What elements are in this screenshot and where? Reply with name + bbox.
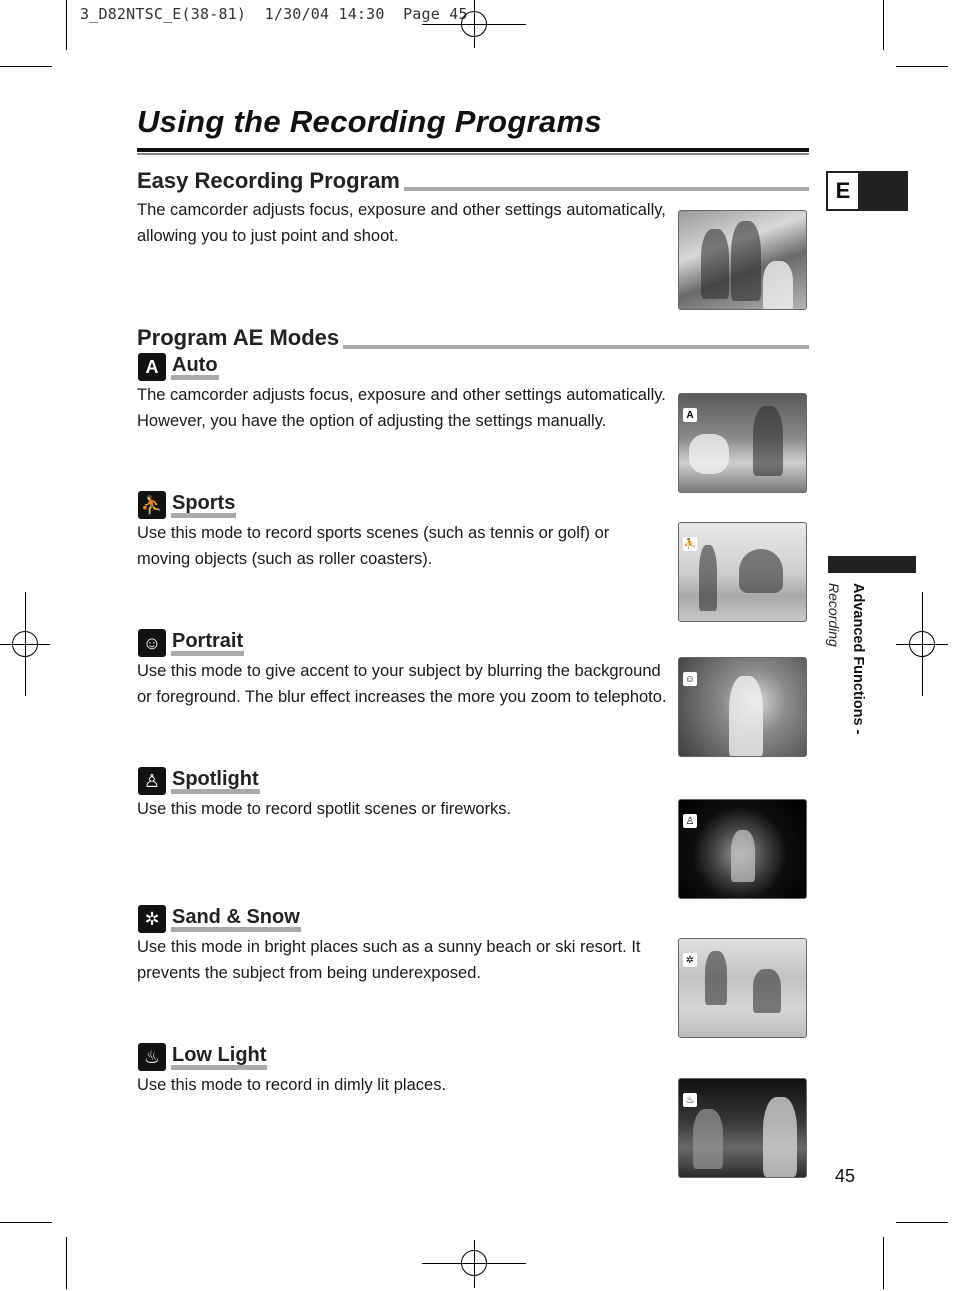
portrait-photo [678,657,807,757]
title-rule [137,148,809,152]
page-number: 45 [835,1166,856,1186]
portrait-icon: ☺ [138,629,166,657]
spotlight-icon: ♙ [138,767,166,795]
easy-recording-text: The camcorder adjusts focus, exposure and other settings automatically, allowing you to just point and shoot. [137,201,666,245]
mode-sports-heading [138,490,236,520]
sand-snow-photo [678,938,807,1038]
sand-snow-icon: ✲ [683,953,697,967]
mode-portrait-text: Use this mode to give accent to your subject by blurring the background or foreground. The blur effect increases the more you zoom to telephoto. [137,662,667,706]
mode-title: Sports [171,493,236,518]
mode-low-light-heading [138,1042,267,1072]
mode-title: Spotlight [171,769,260,794]
mode-auto-heading [138,352,219,382]
mode-title: Sand & Snow [171,907,301,932]
program-ae-heading: Program AE Modes [137,325,343,351]
mode-low-light-text: Use this mode to record in dimly lit places. [137,1076,447,1094]
mode-spotlight-heading [138,766,260,796]
mode-auto-text: The camcorder adjusts focus, exposure and other settings automatically. However, you have the option of adjusting the settings manually. [137,386,666,430]
auto-icon: A [138,353,166,381]
spotlight-icon: ♙ [683,814,697,828]
easy-recording-photo [678,210,807,310]
easy-recording-heading: Easy Recording Program [137,168,404,194]
page-title: Using the Recording Programs [137,104,602,139]
portrait-icon: ☺ [684,673,696,685]
mode-sand-snow-heading [138,904,301,934]
side-label-main: Advanced Functions - [850,583,866,735]
mode-title: Portrait [171,631,244,656]
low-light-icon: ♨ [138,1043,166,1071]
spotlight-photo [678,799,807,899]
side-label-bar [828,556,916,573]
language-tab-letter: E [828,173,858,209]
sports-photo [678,522,807,622]
print-header: 3_D82NTSC_E(38-81) 1/30/04 14:30 Page 45 [80,5,468,23]
low-light-icon: ♨ [683,1093,697,1107]
low-light-photo [678,1078,807,1178]
mode-spotlight-text: Use this mode to record spotlit scenes or fireworks. [137,800,512,818]
mode-portrait-heading [138,628,244,658]
mode-title: Auto [171,355,219,380]
sports-icon: ⛹ [683,538,697,550]
sports-icon: ⛹ [138,491,166,519]
sand-snow-icon: ✲ [138,905,166,933]
mode-title: Low Light [171,1045,267,1070]
title-rule-shadow [137,153,809,155]
mode-sports-text: Use this mode to record sports scenes (such as tennis or golf) or moving objects (such as roller coasters). [137,524,610,568]
auto-photo [678,393,807,493]
auto-icon: A [683,408,697,422]
side-label-sub: Recording [826,583,842,647]
mode-sand-snow-text: Use this mode in bright places such as a sunny beach or ski resort. It prevents the subject from being underexposed. [137,938,641,982]
